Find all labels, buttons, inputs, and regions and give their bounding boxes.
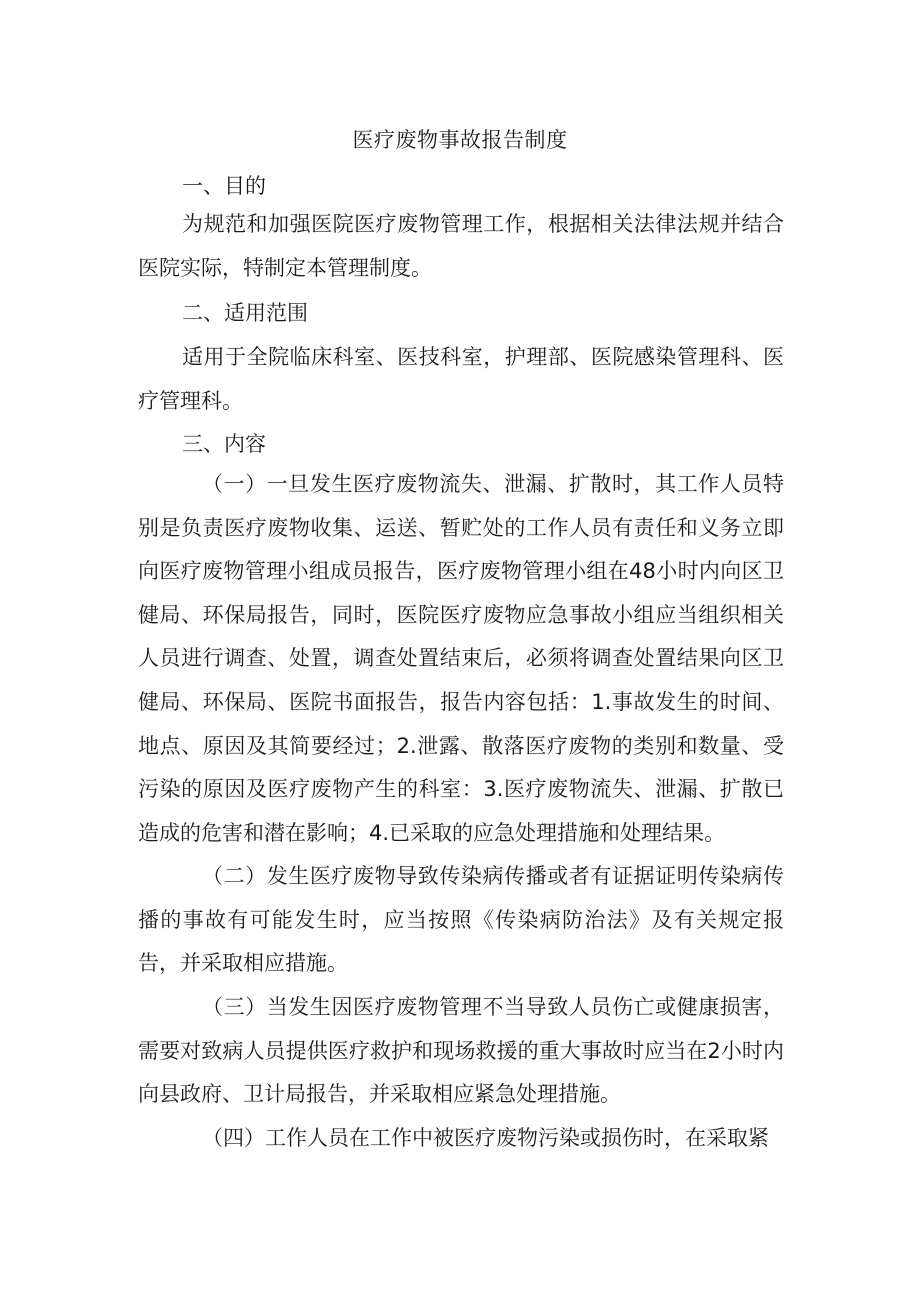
- section-body-purpose: 为规范和加强医院医疗废物管理工作，根据相关法律法规并结合医院实际，特制定本管理制度。: [138, 212, 784, 280]
- section-heading-content: 三、内容: [182, 432, 266, 456]
- content-item-3: （三）当发生因医疗废物管理不当导致人员伤亡或健康损害，需要对致病人员提供医疗救护和现场救援的重大事故时应当在2小时内向县政府、卫计局报告，并采取相应紧急处理措施。: [138, 995, 784, 1107]
- content-item-1: （一）一旦发生医疗废物流失、泄漏、扩散时，其工作人员特别是负责医疗废物收集、运送、暂贮处的工作人员有责任和义务立即向医疗废物管理小组成员报告，医疗废物管理小组在48小时内向区卫健局、环保局报告，同时，医院医疗废物应急事故小组应当组织相关人员进行调查、处置，调查处置结束后，必须将调查处置结果向区卫健局、环保局、医院书面报告，报告内容包括：1.事故发生的时间、地点、原因及其简要经过；2.泄露、散落医疗废物的类别和数量、受污染的原因及医疗废物产生的科室：3.医疗废物流失、泄漏、扩散已造成的危害和潜在影响；4.已采取的应急处理措施和处理结果。: [138, 472, 784, 845]
- content-item-4: （四）工作人员在工作中被医疗废物污染或损伤时，在采取紧: [202, 1126, 769, 1150]
- content-item-2: （二）发生医疗废物导致传染病传播或者有证据证明传染病传播的事故有可能发生时，应当按照《传染病防治法》及有关规定报告，并采取相应措施。: [138, 864, 784, 976]
- section-body-scope: 适用于全院临床科室、医技科室，护理部、医院感染管理科、医疗管理科。: [138, 345, 784, 413]
- document-title: 医疗废物事故报告制度: [352, 128, 568, 152]
- section-heading-scope: 二、适用范围: [182, 301, 308, 325]
- section-heading-purpose: 一、目的: [182, 174, 266, 198]
